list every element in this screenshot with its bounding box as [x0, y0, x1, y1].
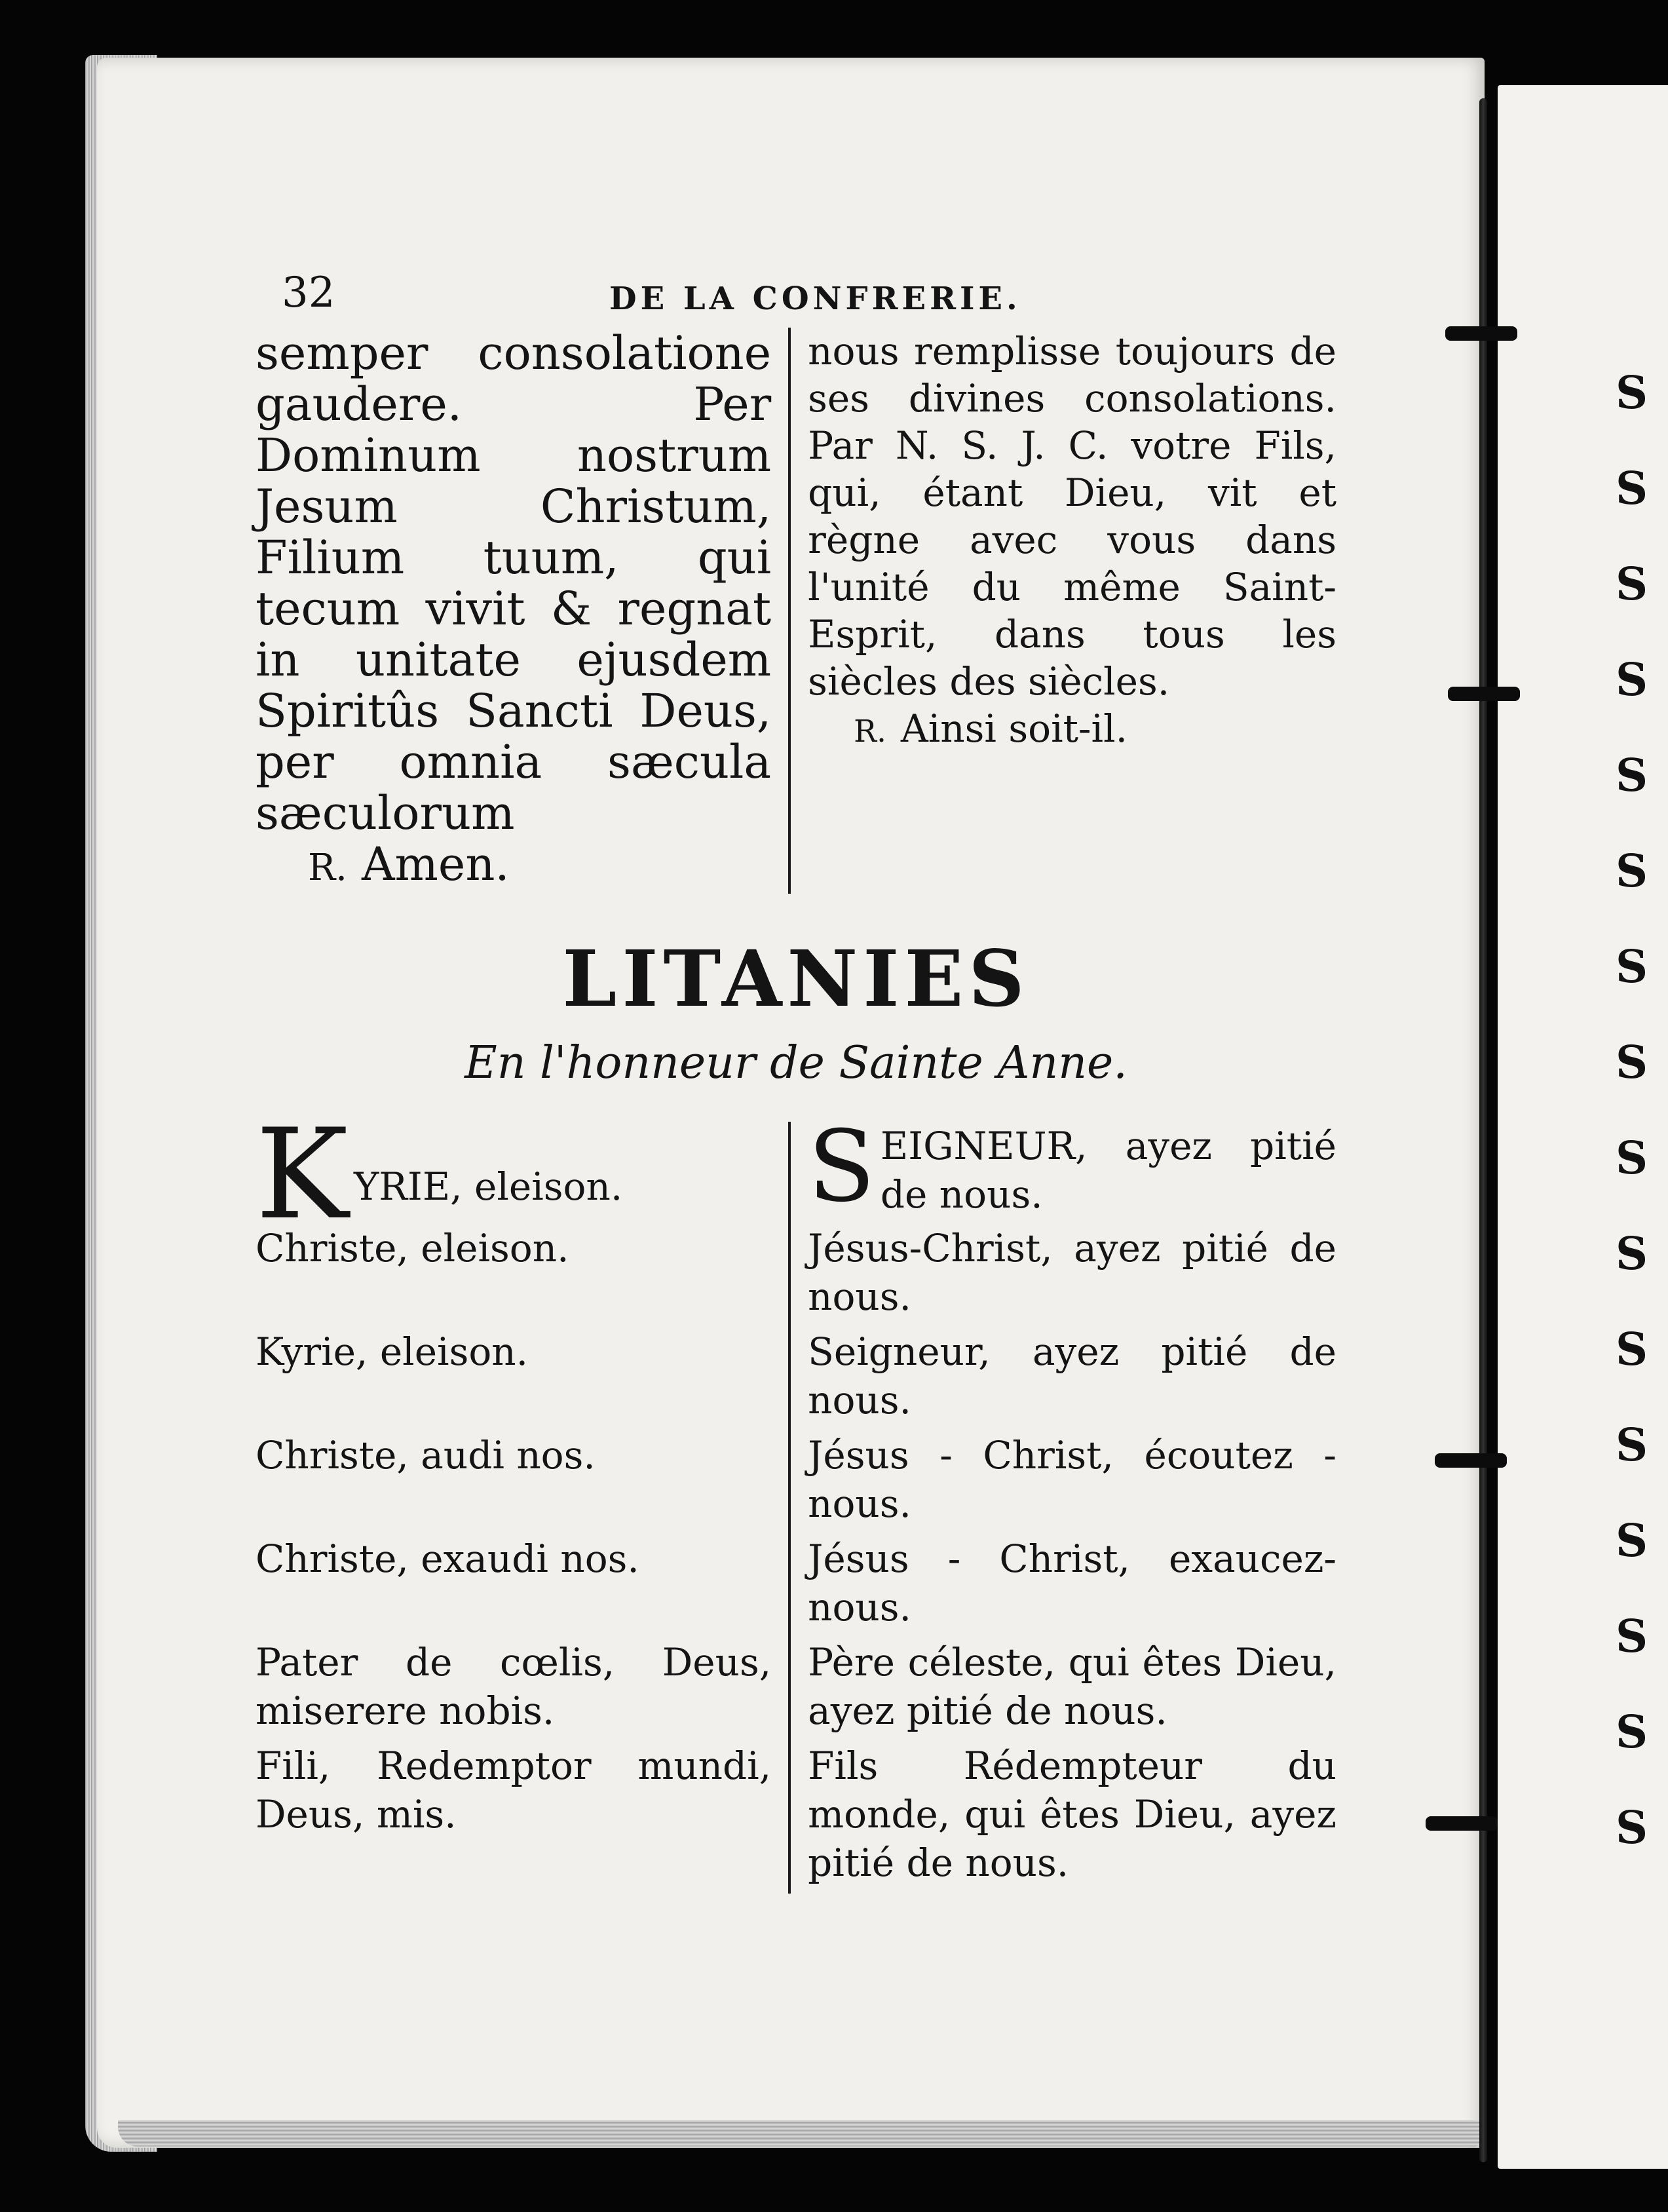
french-response [808, 705, 1336, 755]
response-mark: R. [854, 714, 886, 749]
response-mark: R. [308, 847, 347, 889]
litany-title: LITANIES [562, 933, 1030, 1024]
right-page-letter: S [1616, 941, 1648, 993]
right-page-letter: S [1616, 1611, 1648, 1663]
right-page-letter: S [1616, 750, 1648, 802]
litany-row [256, 1638, 1336, 1742]
litany-latin: Christe, audi nos. [256, 1433, 596, 1478]
response-text: Ainsi soit-il. [900, 706, 1128, 751]
latin-response [256, 839, 771, 894]
drop-cap: S [808, 1110, 875, 1224]
right-page-letter: S [1616, 1037, 1648, 1089]
litany-subtitle: En l'honneur de Sainte Anne. [464, 1037, 1128, 1089]
french-column [788, 328, 1336, 894]
litany-french: Seigneur, ayez pitié de nous. [788, 1327, 1336, 1431]
litany-french: Jésus-Christ, ayez pitié de nous. [788, 1224, 1336, 1327]
latin-prayer: semper consolatione gaudere. Per Dominum nostrum Jesum Christum, Filium tuum, qui tecum vivit & regnat in unitate ejusdem Spiritûs Sancti Deus, per omnia sæcula sæculorum [256, 326, 772, 840]
litany-french: Jésus - Christ, exaucez-nous. [788, 1535, 1336, 1638]
litany-latin-lead: YRIE [353, 1164, 451, 1209]
page-header [256, 269, 1336, 328]
right-page-letter: S [1616, 1802, 1648, 1854]
right-page-letter: S [1616, 463, 1648, 515]
right-page-letter: S [1616, 1228, 1648, 1280]
right-page-letter: S [1616, 1419, 1648, 1472]
right-page-letter: S [1616, 1324, 1648, 1376]
litany-latin: Pater de cœlis, Deus, miserere nobis. [256, 1640, 772, 1733]
litany-list [256, 1102, 1336, 1894]
litany-row [256, 1327, 1336, 1431]
prayer-closing [256, 328, 1336, 894]
spine-binding [1479, 98, 1487, 2162]
litany-french-text: , ayez pitié de nous. [880, 1124, 1336, 1217]
right-page-letter-column [1616, 367, 1655, 1897]
litany-latin: Christe, exaudi nos. [256, 1536, 639, 1581]
running-head: DE LA CONFRERIE. [609, 280, 1021, 317]
right-page-letter: S [1616, 1515, 1648, 1567]
litany-french: Père céleste, qui êtes Dieu, ayez pitié de nous. [788, 1638, 1336, 1742]
right-page-letter: S [1616, 1132, 1648, 1185]
litany-row [256, 1102, 1336, 1247]
litany-latin: Kyrie, eleison. [256, 1329, 529, 1374]
litany-french [788, 1110, 1336, 1224]
response-text: Amen. [361, 837, 510, 891]
binding-thread [1448, 687, 1520, 701]
right-page-letter: S [1616, 845, 1648, 898]
latin-column [256, 328, 788, 894]
french-prayer: nous remplisse toujours de ses divines consolations. Par N. S. J. C. votre Fils, qui, étant Dieu, vit et règne avec vous dans l'unité du même Saint-Esprit, dans tous les siècles des siècles. [808, 329, 1336, 704]
bottom-page-edge [118, 2120, 1481, 2146]
binding-thread [1426, 1816, 1498, 1831]
right-page-letter: S [1616, 367, 1648, 419]
litany-latin-text: , eleison. [450, 1164, 623, 1209]
litany-row [256, 1224, 1336, 1327]
page-content [256, 269, 1336, 1894]
litany-row [256, 1535, 1336, 1638]
binding-thread [1435, 1453, 1507, 1468]
right-page-letter: S [1616, 654, 1648, 706]
litany-latin: Christe, eleison. [256, 1226, 569, 1270]
litany-french: Jésus - Christ, écoutez - nous. [788, 1431, 1336, 1535]
litany-latin: Fili, Redemptor mundi, Deus, mis. [256, 1744, 772, 1837]
right-page-letter: S [1616, 1706, 1648, 1759]
litany-french: Fils Rédempteur du monde, qui êtes Dieu, ayez pitié de nous. [788, 1742, 1336, 1894]
litany-row [256, 1431, 1336, 1535]
binding-thread [1445, 326, 1517, 341]
litany-french-lead: EIGNEUR [880, 1124, 1076, 1168]
litany-latin [256, 1102, 788, 1247]
drop-cap: K [256, 1102, 349, 1247]
page-number: 32 [282, 269, 335, 317]
right-page-letter: S [1616, 558, 1648, 611]
litany-row [256, 1742, 1336, 1894]
